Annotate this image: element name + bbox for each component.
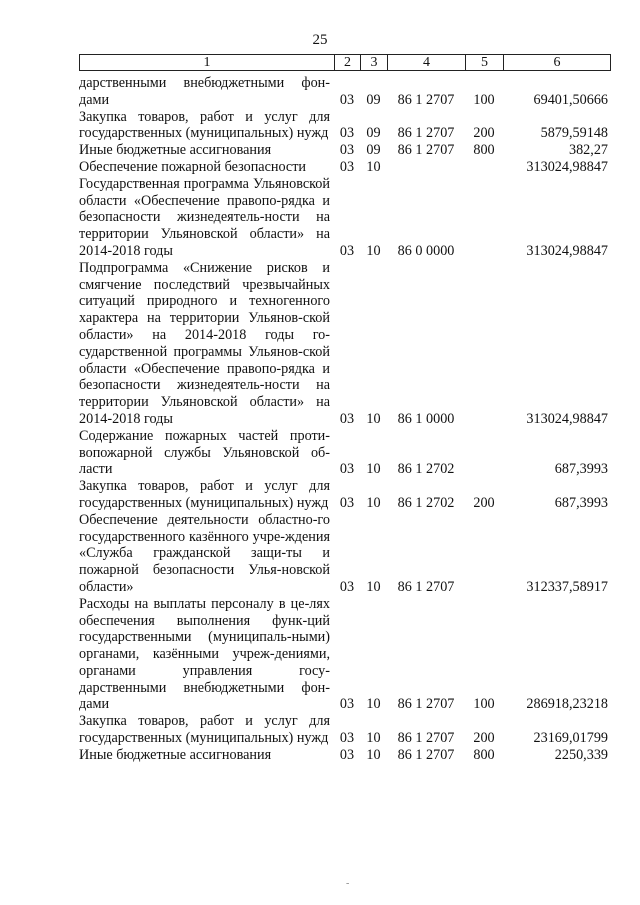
table-row — [79, 596, 610, 714]
header-col-3: 3 — [361, 55, 388, 71]
row-section: 03 — [339, 696, 355, 713]
row-name: Закупка товаров, работ и услуг для государственных (муниципальных) нужд — [79, 713, 330, 747]
row-name: Содержание пожарных частей проти-​вопожарной службы Ульяновской об-​ласти — [79, 427, 330, 478]
row-amount: 313024,98847 — [526, 242, 608, 259]
row-name: Иные бюджетные ассигнования — [79, 142, 272, 159]
row-target-code: 86 1 2707 — [397, 91, 455, 108]
row-subsection: 09 — [366, 91, 381, 108]
table-row — [79, 176, 610, 260]
row-expense-type: 100 — [473, 696, 495, 713]
row-target-code: 86 1 2702 — [397, 494, 455, 511]
row-name: Иные бюджетные ассигнования — [79, 746, 272, 763]
row-section: 03 — [339, 746, 355, 763]
row-name: Расходы на выплаты персоналу в це-​лях обеспечения выполнения функ-​ций государственными (муниципаль-​ными) органами, казёнными учреж-​дениями, органами управления госу-​дарственными внебюджетными фон-​дами — [79, 595, 330, 713]
header-col-1: 1 — [80, 55, 335, 71]
row-name: Закупка товаров, работ и услуг для государственных (муниципальных) нужд — [79, 108, 330, 142]
row-amount: 286918,23218 — [526, 696, 608, 713]
page-number: 25 — [312, 32, 328, 48]
row-subsection: 09 — [366, 142, 381, 159]
row-subsection: 10 — [366, 730, 381, 747]
row-section: 03 — [339, 91, 355, 108]
table-row — [79, 478, 610, 512]
row-target-code: 86 1 2707 — [397, 125, 455, 142]
row-target-code: 86 0 0000 — [397, 242, 455, 259]
row-subsection: 10 — [366, 494, 381, 511]
row-amount: 312337,58917 — [526, 578, 608, 595]
row-section: 03 — [339, 730, 355, 747]
row-amount: 313024,98847 — [526, 158, 608, 175]
row-target-code: 86 1 2707 — [397, 142, 455, 159]
row-target-code: 86 1 2707 — [397, 746, 455, 763]
row-subsection: 10 — [366, 461, 381, 478]
row-name: Обеспечение деятельности областно-​го государственного казённого учре-​ждения «Служба гражданской защи-​ты и пожарной безопасности Улья-​новской области» — [79, 511, 330, 595]
row-section: 03 — [339, 461, 355, 478]
row-subsection: 10 — [366, 696, 381, 713]
row-section: 03 — [339, 142, 355, 159]
table-row — [79, 713, 610, 747]
row-subsection: 10 — [366, 578, 381, 595]
row-name: дарственными внебюджетными фон-​дами — [79, 75, 330, 108]
row-expense-type: 200 — [473, 494, 495, 511]
row-expense-type: 200 — [473, 125, 495, 142]
row-expense-type: 800 — [473, 142, 495, 159]
table-row — [79, 428, 610, 478]
row-subsection: 10 — [366, 410, 381, 427]
row-amount: 382,27 — [568, 142, 608, 159]
row-amount: 23169,01799 — [533, 730, 608, 747]
table-row — [79, 747, 610, 764]
row-subsection: 09 — [366, 125, 381, 142]
table-row — [79, 142, 610, 159]
table-row — [79, 75, 610, 109]
row-amount: 5879,59148 — [540, 125, 608, 142]
header-col-6: 6 — [504, 55, 611, 71]
scan-speck: - — [346, 878, 350, 889]
row-name: Государственная программа Ульяновской области «Обеспечение правопо-​рядка и безопасности жизнедеятель-​ности на территории Ульяновской области» на 2014-2018 годы — [79, 175, 330, 259]
row-expense-type: 200 — [473, 730, 495, 747]
budget-table-body — [79, 75, 610, 764]
header-col-5: 5 — [466, 55, 504, 71]
table-row — [79, 512, 610, 596]
row-target-code: 86 1 2707 — [397, 578, 455, 595]
header-col-4: 4 — [388, 55, 466, 71]
row-target-code: 86 1 0000 — [397, 410, 455, 427]
row-target-code: 86 1 2707 — [397, 696, 455, 713]
row-expense-type: 800 — [473, 746, 495, 763]
row-name: Обеспечение пожарной безопасности — [79, 158, 307, 175]
row-name: Подпрограмма «Снижение рисков и смягчение последствий чрезвычайных ситуаций природного и техногенного характера на территории Ульянов-​ской области» на 2014-2018 годы го-​сударственной программы Ульянов-​ской области «Обеспечение правопо-​рядка и безопасности жизнедеятель-​ности на территории Ульяновской области» на 2014-2018 годы — [79, 259, 330, 427]
row-amount: 687,3993 — [554, 461, 608, 478]
row-section: 03 — [339, 578, 355, 595]
row-section: 03 — [339, 494, 355, 511]
row-amount: 2250,339 — [554, 746, 608, 763]
row-subsection: 10 — [366, 242, 381, 259]
row-section: 03 — [339, 242, 355, 259]
row-amount: 69401,50666 — [533, 91, 608, 108]
table-row — [79, 159, 610, 176]
table-header — [79, 54, 611, 71]
row-expense-type: 100 — [473, 91, 495, 108]
row-target-code: 86 1 2707 — [397, 730, 455, 747]
row-section: 03 — [339, 410, 355, 427]
row-target-code: 86 1 2702 — [397, 461, 455, 478]
header-col-2: 2 — [335, 55, 361, 71]
table-row — [79, 109, 610, 143]
row-section: 03 — [339, 158, 355, 175]
row-subsection: 10 — [366, 746, 381, 763]
row-section: 03 — [339, 125, 355, 142]
row-amount: 313024,98847 — [526, 410, 608, 427]
row-name: Закупка товаров, работ и услуг для государственных (муниципальных) нужд — [79, 478, 330, 511]
row-amount: 687,3993 — [554, 494, 608, 511]
row-subsection: 10 — [366, 158, 381, 175]
table-row — [79, 260, 610, 428]
